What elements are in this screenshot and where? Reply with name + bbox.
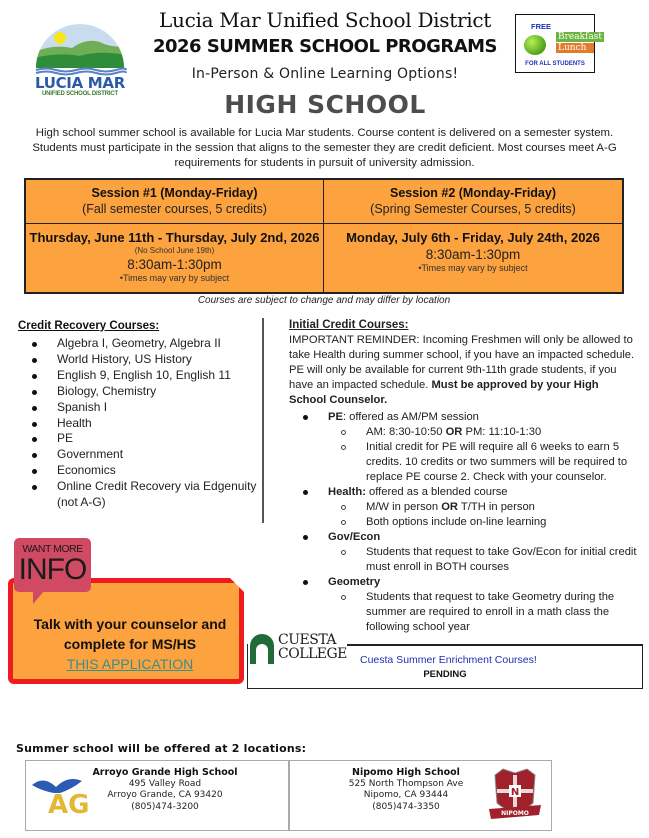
pe-pm: PM: 11:10-1:30 (462, 426, 542, 438)
list-item: Health (30, 416, 260, 432)
session-header (26, 180, 323, 224)
school-city: Arroyo Grande, CA 93420 (107, 790, 223, 800)
health-or: OR (441, 501, 459, 513)
geometry-note: Students that request to take Geometry during the summer are required to enroll in a math class the following school year (328, 590, 639, 635)
list-item: Government (30, 447, 260, 463)
school-arroyo-grande (90, 767, 240, 813)
health-schedule (328, 500, 639, 515)
cuesta-status: PENDING (423, 669, 467, 680)
nipomo-logo-text: NIPOMO (501, 810, 529, 817)
disclaimer: Courses are subject to change and may differ by location (197, 295, 451, 306)
session-title: Session #2 (Monday-Friday) (389, 186, 556, 200)
session-details (26, 224, 323, 284)
cuesta-logo-line2: COLLEGE (278, 646, 347, 662)
session-subtitle: (Fall semester courses, 5 credits) (82, 202, 267, 216)
application-link[interactable]: THIS APPLICATION (66, 656, 194, 672)
gov-econ-note: Students that request to take Gov/Econ for initial credit must enroll in BOTH courses (328, 545, 639, 575)
reminder-text: IMPORTANT REMINDER: Incoming Freshmen will only be allowed to take Health during summer school, if you have an impacted schedule. PE will only be available for current 9th-11th grade students, if you have an impacted schedule. (289, 334, 635, 391)
gov-econ-label: Gov/Econ (328, 531, 381, 543)
pe-sublist (328, 425, 639, 485)
locations-title: Summer school will be offered at 2 locations: (16, 742, 307, 755)
session-subtitle: (Spring Semester Courses, 5 credits) (370, 202, 576, 216)
session-header (324, 180, 622, 224)
info-label: INFO (18, 553, 87, 586)
session-vary: •Times may vary by subject (418, 263, 528, 273)
logo-name: LUCIA MAR (34, 74, 125, 92)
nipomo-crest-logo (487, 765, 543, 827)
pe-note: Initial credit for PE will require all 6 weeks to earn 5 credits. 10 credits or two summers will be required to replace PE course 2. Check with your counselor. (328, 440, 639, 485)
school-name: Nipomo High School (352, 767, 460, 778)
breakfast-label: Breakfast (558, 32, 602, 42)
ag-logo-text: AG (48, 790, 90, 820)
list-item: World History, US History (30, 352, 260, 368)
health-mw: M/W in person (366, 501, 442, 513)
credit-recovery-title: Credit Recovery Courses: (18, 320, 160, 332)
learning-options: In-Person & Online Learning Options! (191, 66, 459, 82)
cuesta-title[interactable]: Cuesta Summer Enrichment Courses! (360, 654, 537, 666)
session-title: Session #1 (Monday-Friday) (91, 186, 258, 200)
arroyo-grande-eagle-logo (30, 773, 90, 820)
apple-icon (524, 35, 546, 55)
cuesta-logo (250, 632, 346, 668)
want-more-label: WANT MORE (22, 543, 83, 555)
health-tth: T/TH in person (458, 501, 535, 513)
initial-credit-title: Initial Credit Courses: (289, 319, 409, 331)
locations-box (25, 760, 552, 831)
school-address: 525 North Thompson Ave (348, 778, 464, 789)
pe-item (289, 410, 639, 485)
want-more-info-badge (14, 538, 91, 592)
list-item: Biology, Chemistry (30, 384, 260, 400)
session-dates: Thursday, June 11th - Thursday, July 2nd, 2026 (29, 230, 320, 245)
school-phone: (805)474-3200 (131, 801, 199, 812)
column-divider (262, 318, 264, 523)
health-note: Both options include on-line learning (328, 515, 639, 530)
info-text: Talk with your counselor and complete for MS/HS (33, 616, 227, 652)
pe-desc: : offered as AM/PM session (342, 411, 479, 423)
geometry-label: Geometry (328, 576, 381, 588)
lunch-label: Lunch (556, 43, 594, 53)
school-city: Nipomo, CA 93444 (363, 790, 449, 800)
health-desc: offered as a blended course (365, 486, 508, 498)
gov-econ-sublist (328, 545, 639, 575)
pe-am: AM: 8:30-10:50 (366, 426, 446, 438)
lucia-mar-logo (34, 22, 126, 100)
list-item: Algebra I, Geometry, Algebra II (30, 336, 260, 352)
school-phone: (805)474-3350 (372, 801, 440, 812)
pe-times (328, 425, 639, 440)
list-item: Online Credit Recovery via Edgenuity (not A-G) (30, 479, 260, 511)
programs-title: 2026 SUMMER SCHOOL PROGRAMS (152, 36, 498, 57)
cuesta-box-border (347, 644, 643, 646)
school-nipomo (331, 767, 481, 813)
session-table (24, 178, 624, 294)
locations-divider (288, 761, 290, 830)
session-note: (No School June 19th) (134, 246, 215, 255)
free-label: FREE (531, 22, 552, 31)
pe-label: PE (328, 411, 343, 423)
svg-text:N: N (510, 787, 520, 798)
session-details (324, 224, 622, 274)
geometry-item (289, 575, 639, 635)
initial-credit-section (289, 318, 639, 635)
gov-econ-item (289, 530, 639, 575)
list-item: Economics (30, 463, 260, 479)
health-item (289, 485, 639, 530)
session-vary: •Times may vary by subject (119, 273, 230, 283)
initial-credit-list (289, 410, 639, 635)
session-2 (324, 180, 622, 292)
school-name: Arroyo Grande High School (92, 767, 238, 778)
cuesta-arch-icon (250, 634, 274, 664)
health-sublist (328, 500, 639, 530)
meal-words (556, 32, 604, 54)
important-reminder (289, 333, 639, 408)
geometry-sublist (328, 590, 639, 635)
session-time: 8:30am-1:30pm (127, 257, 222, 272)
health-label: Health: (328, 486, 366, 498)
page-title: HIGH SCHOOL (224, 90, 426, 119)
list-item: Spanish I (30, 400, 260, 416)
list-item: PE (30, 431, 260, 447)
district-name: Lucia Mar Unified School District (159, 8, 491, 32)
cuesta-logo-text (278, 633, 347, 661)
session-1 (26, 180, 324, 292)
school-address: 495 Valley Road (128, 778, 202, 789)
pe-or: OR (445, 426, 463, 438)
cuesta-logo-line1: CUESTA (278, 632, 337, 648)
free-meals-badge (515, 14, 602, 73)
logo-subtitle: UNIFIED SCHOOL DISTRICT (42, 91, 118, 97)
credit-recovery-list (30, 336, 260, 511)
intro-paragraph: High school summer school is available for Lucia Mar students. Course content is delivered on a semester system. Students must participate in the session that aligns to the semester they are credit deficient. Most courses meet A-G requirements for students in pursuit of university admission. (32, 127, 617, 169)
reminder-bold: Must be approved by your High School Counselor. (289, 379, 599, 406)
session-time: 8:30am-1:30pm (425, 247, 521, 262)
mountain-sun-icon (34, 22, 126, 74)
list-item: English 9, English 10, English 11 (30, 368, 260, 384)
session-dates: Monday, July 6th - Friday, July 24th, 2026 (346, 230, 600, 245)
speech-tail-icon (33, 590, 45, 604)
all-students-label: FOR ALL STUDENTS (525, 61, 585, 67)
